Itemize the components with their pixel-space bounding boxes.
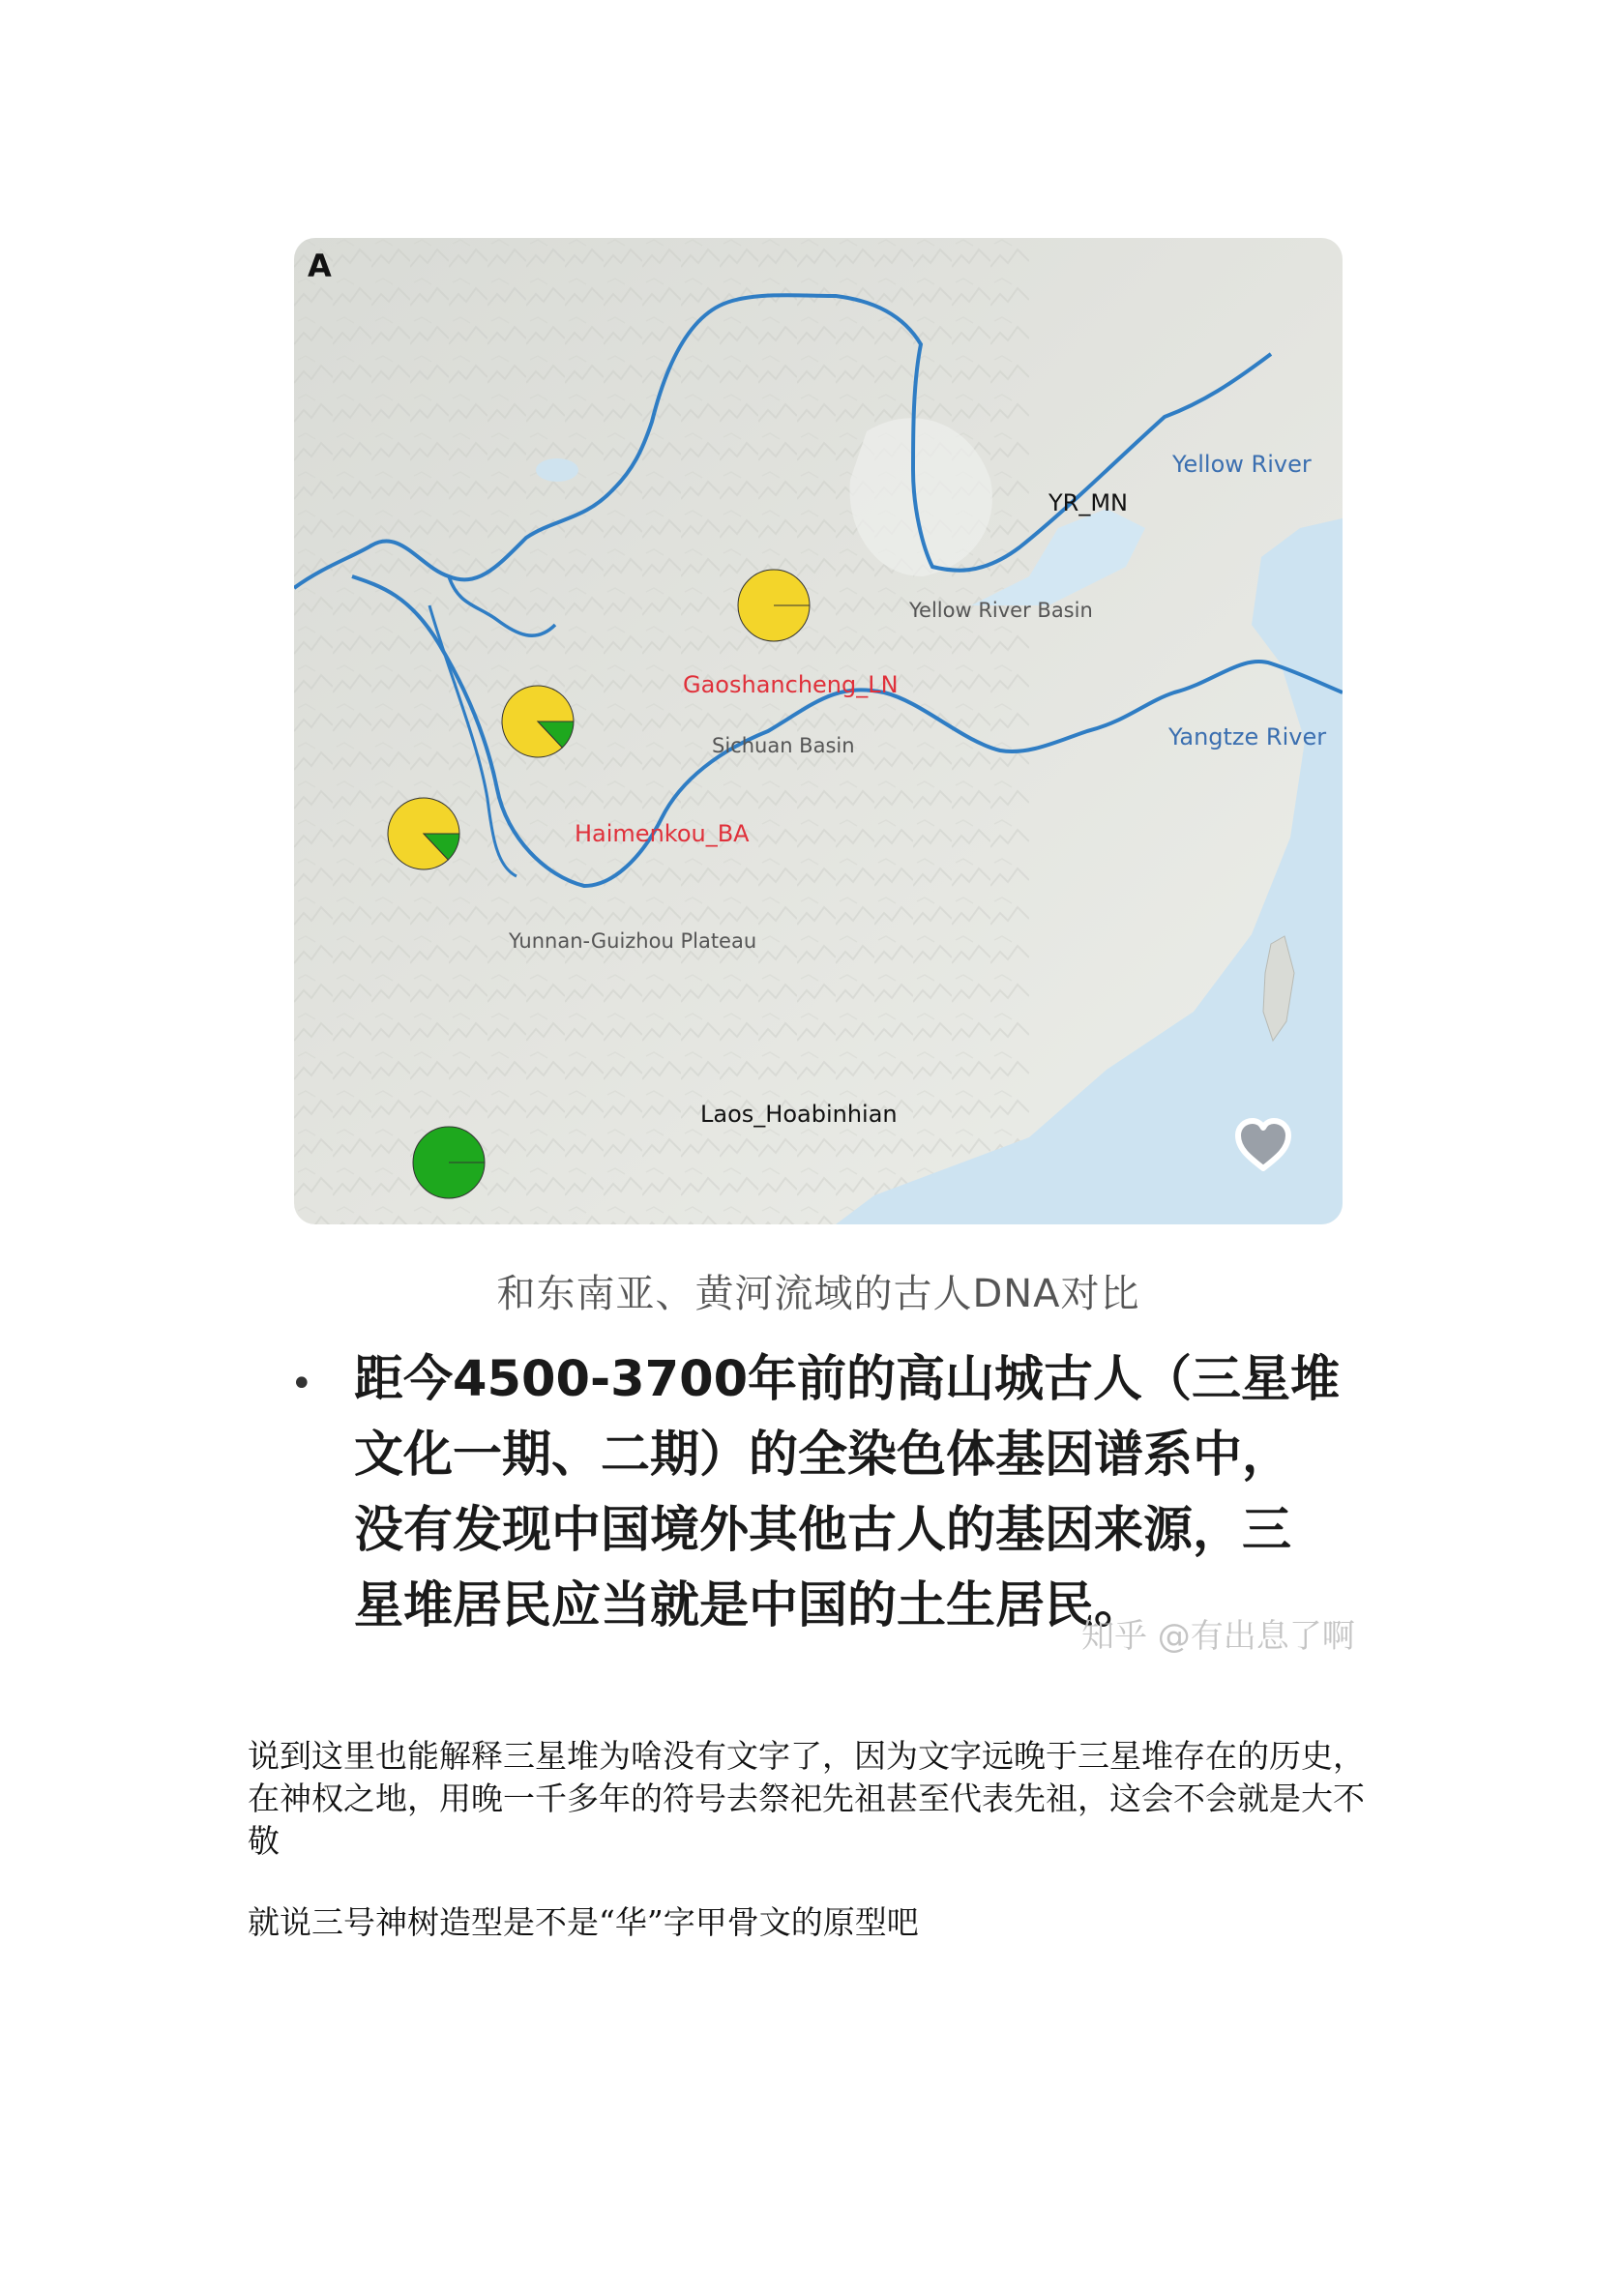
- ancestry-pie-yr-mn: [738, 570, 810, 641]
- region-label-yellow-river-basin: Yellow River Basin: [909, 599, 1093, 622]
- site-label-laos-hoabinhian: Laos_Hoabinhian: [700, 1101, 898, 1128]
- region-label-yunnan-guizhou: Yunnan-Guizhou Plateau: [509, 929, 757, 953]
- site-label-gaoshancheng: Gaoshancheng_LN: [683, 671, 899, 698]
- site-label-haimenkou: Haimenkou_BA: [575, 820, 750, 847]
- ancestry-pie-laos-hoabinhian: [413, 1127, 485, 1198]
- claim-line: 距今4500-3700年前的高山城古人（三星堆: [354, 1351, 1341, 1408]
- claim-line: 文化一期、二期）的全染色体基因谱系中，: [354, 1427, 1292, 1484]
- ancestry-pie-haimenkou: [388, 798, 459, 869]
- region-label-sichuan-basin: Sichuan Basin: [712, 734, 855, 757]
- ancestry-pie-gaoshancheng: [502, 686, 574, 757]
- zhihu-watermark: 知乎 @有出息了啊: [1081, 1617, 1355, 1656]
- figure-caption: 和东南亚、黄河流域的古人DNA对比: [496, 1272, 1140, 1316]
- qinghai-lake: [536, 458, 578, 482]
- ancestry-map-figure: [294, 238, 1343, 1224]
- favorite-button[interactable]: [1230, 1112, 1296, 1178]
- bullet-marker: •: [290, 1362, 313, 1406]
- bulleted-claim: [354, 1342, 1341, 1644]
- yangtze-river-label: Yangtze River: [1168, 723, 1327, 751]
- claim-line: 没有发现中国境外其他古人的基因来源，三: [354, 1502, 1292, 1559]
- panel-letter: A: [308, 248, 332, 284]
- ancestry-map: [294, 238, 1343, 1224]
- body-paragraph: 就说三号神树造型是不是“华”字甲骨文的原型吧: [248, 1903, 919, 1941]
- heart-icon: [1230, 1112, 1296, 1178]
- claim-line: 星堆居民应当就是中国的土生居民。: [354, 1577, 1144, 1634]
- yellow-river-label: Yellow River: [1172, 451, 1312, 478]
- site-label-yr-mn: YR_MN: [1048, 489, 1128, 516]
- body-paragraph: 说到这里也能解释三星堆为啥没有文字了，因为文字远晚于三星堆存在的历史，在神权之地，用晚一千多年的符号去祭祀先祖甚至代表先祖，这会不会就是大不敬: [248, 1737, 1365, 1860]
